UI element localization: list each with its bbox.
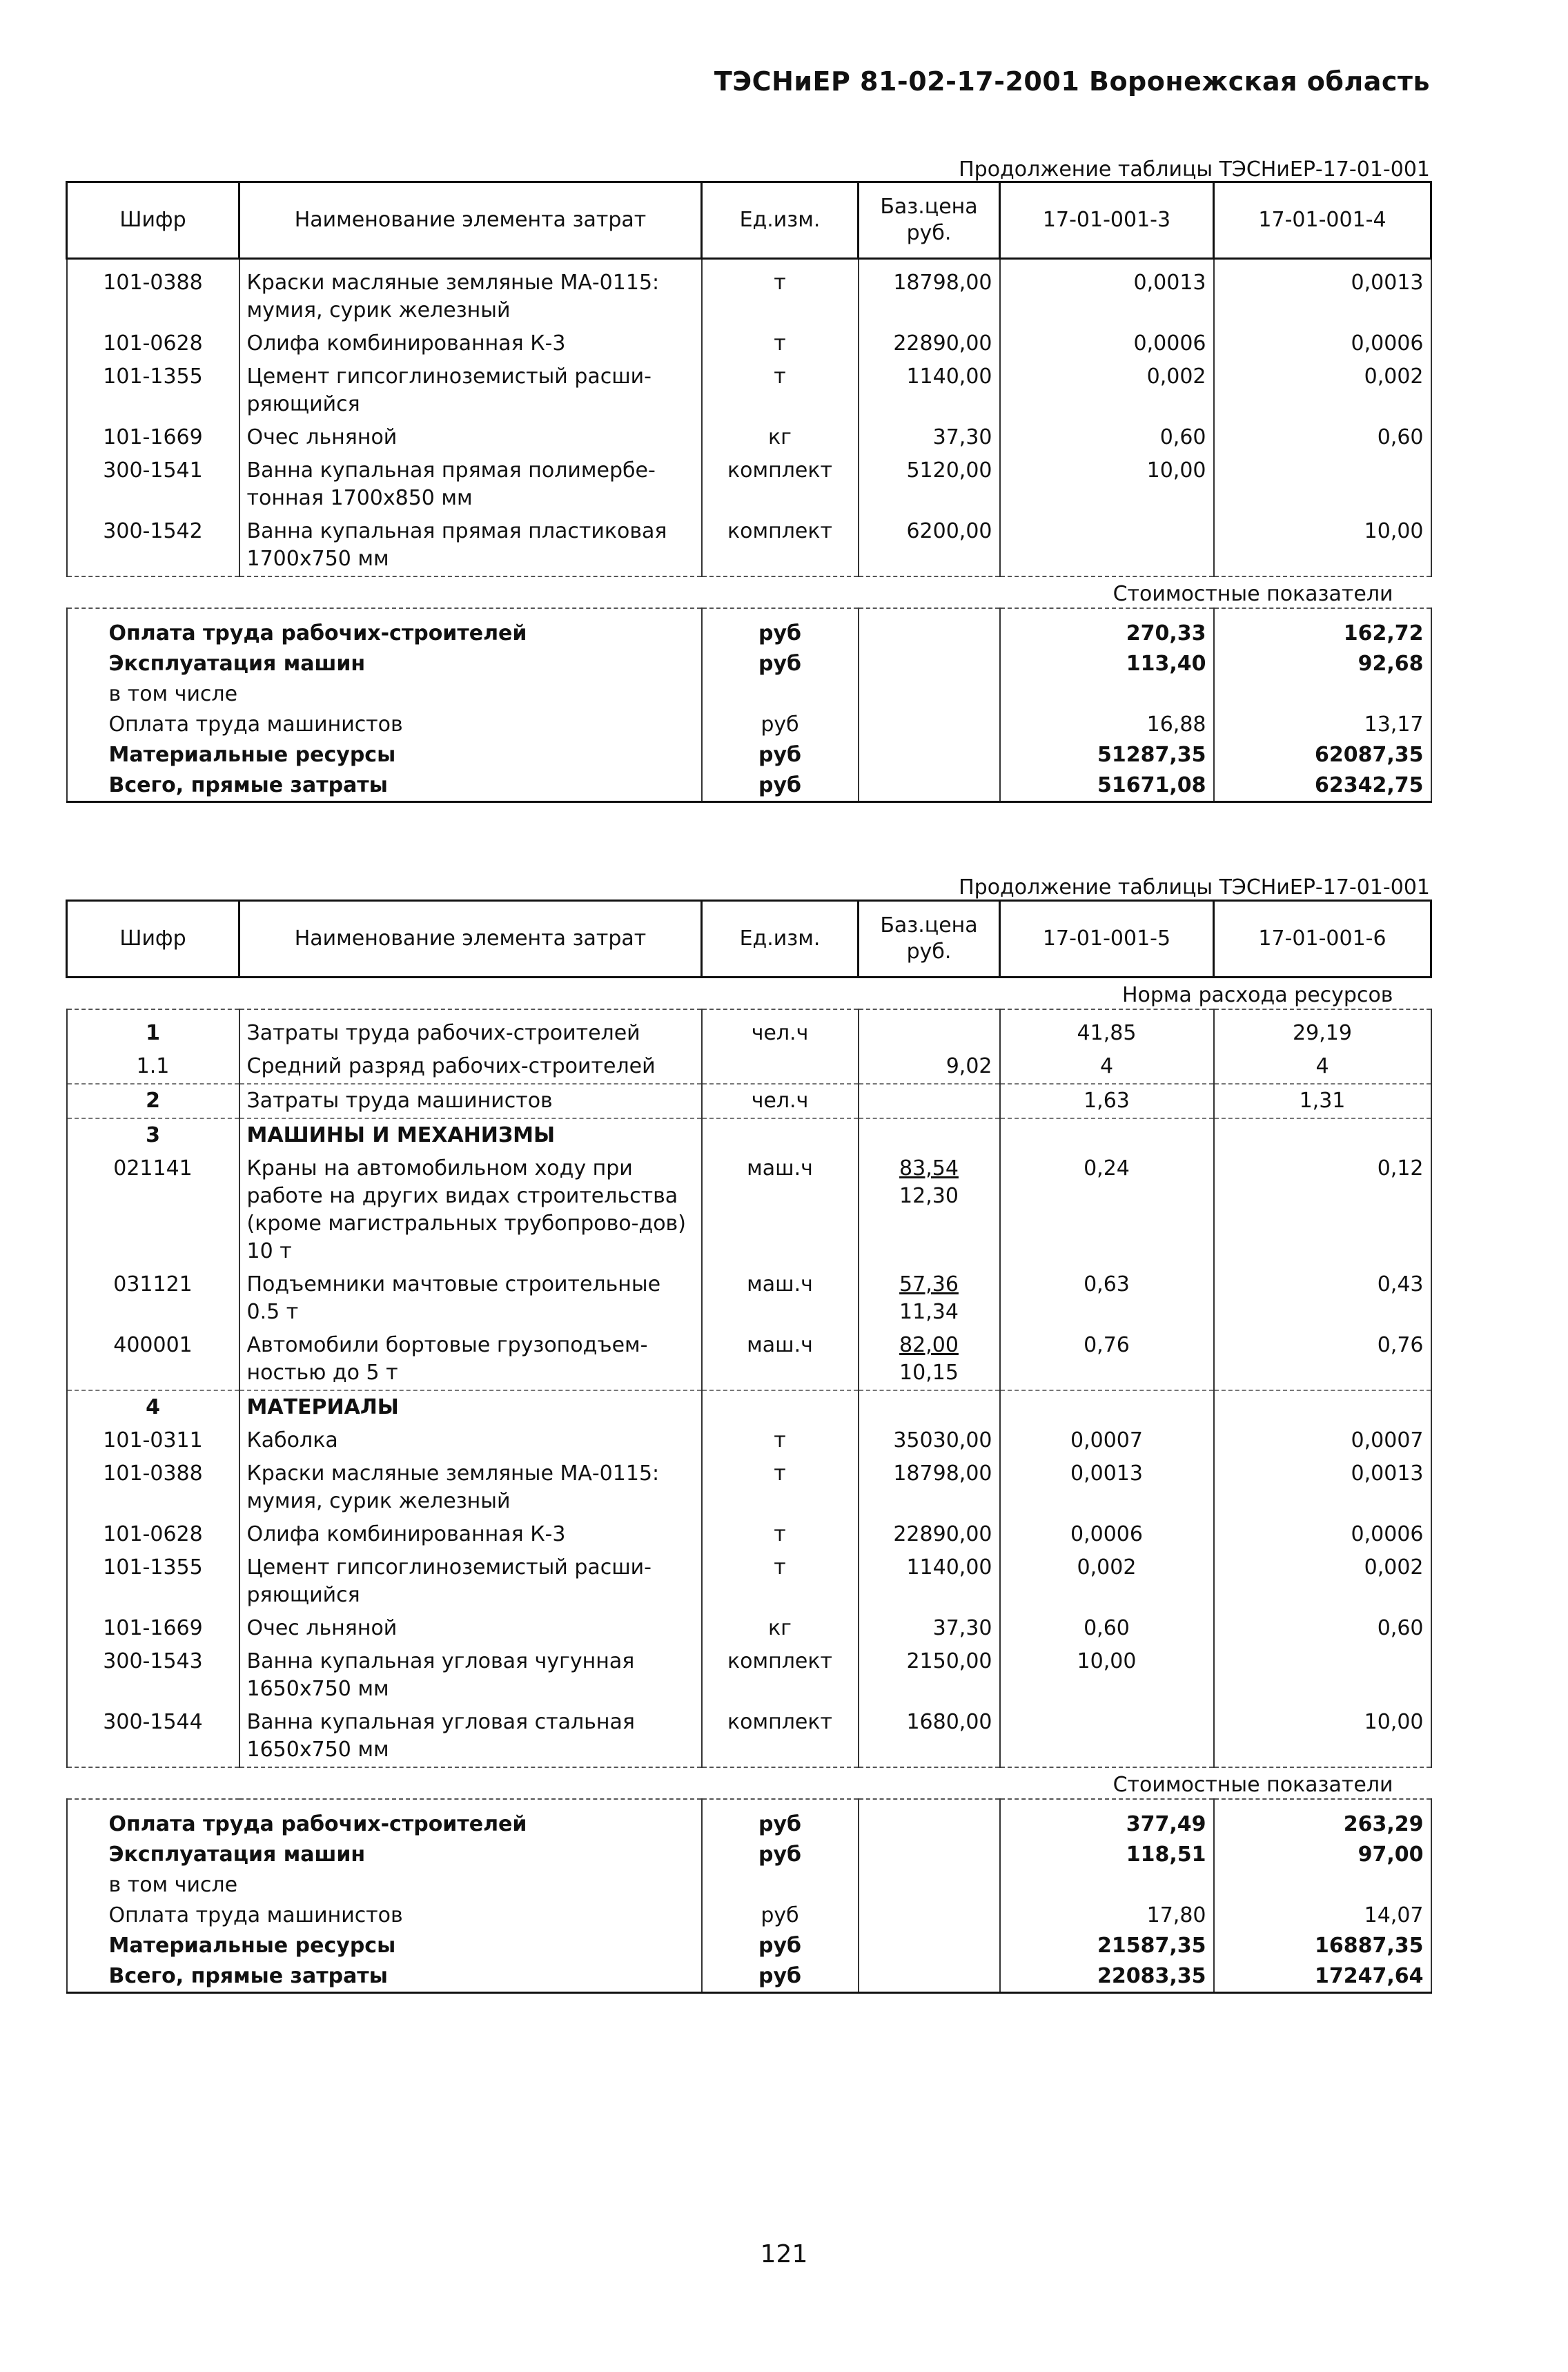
cost-row-operators: Оплата труда машинистов руб 17,80 14,07	[67, 1900, 1431, 1931]
table-row: 101-0628 Олифа комбинированная К-3 т 22890,00 0,0006 0,0006	[67, 1518, 1431, 1551]
col-unit-header: Ед.изм.	[702, 182, 859, 259]
col-price-header: Баз.цена руб.	[859, 901, 1000, 978]
table-row: 101-1669 Очес льняной кг 37,30 0,60 0,60	[67, 1612, 1431, 1645]
table-row: 031121 Подъемники мачтовые строительные 0.5 т маш.ч 57,36 11,34 0,63 0,43	[67, 1268, 1431, 1329]
col-code-header: Шифр	[67, 182, 239, 259]
table-row: 300-1544 Ванна купальная угловая стальная 1650х750 мм комплект 1680,00 10,00	[67, 1706, 1431, 1767]
table1-continuation: Продолжение таблицы ТЭСНиЕР-17-01-001	[959, 157, 1430, 182]
section-row-machines: 3 МАШИНЫ И МЕХАНИЗМЫ	[67, 1118, 1431, 1152]
table-row: 101-0311 Каболка т 35030,00 0,0007 0,0007	[67, 1424, 1431, 1457]
cost-row-materials: Материальные ресурсы руб 51287,35 62087,35	[67, 740, 1431, 770]
cost-row-machines: Эксплуатация машин руб 118,51 97,00	[67, 1840, 1431, 1870]
table-row: 1 Затраты труда рабочих-строителей чел.ч 41,85 29,19	[67, 1009, 1431, 1050]
section-row-materials: 4 МАТЕРИАЛЫ	[67, 1390, 1431, 1424]
norm-section-header: Норма расхода ресурсов	[67, 978, 1431, 1010]
cost-row-including: в том числе	[67, 679, 1431, 710]
table-row: 101-1355 Цемент гипсоглиноземистый расши-ряющийся т 1140,00 0,002 0,002	[67, 360, 1431, 421]
table2-continuation: Продолжение таблицы ТЭСНиЕР-17-01-001	[959, 875, 1430, 900]
cost-section-header: Стоимостные показатели	[67, 1767, 1431, 1799]
cost-row-total: Всего, прямые затраты руб 22083,35 17247,64	[67, 1961, 1431, 1993]
table-row: 2 Затраты труда машинистов чел.ч 1,63 1,31	[67, 1084, 1431, 1118]
table-row: 300-1541 Ванна купальная прямая полимербе-тонная 1700х850 мм комплект 5120,00 10,00	[67, 454, 1431, 515]
col-a-header: 17-01-001-3	[1000, 182, 1214, 259]
cost-row-materials: Материальные ресурсы руб 21587,35 16887,35	[67, 1931, 1431, 1961]
table-row: 101-1355 Цемент гипсоглиноземистый расши-ряющийся т 1140,00 0,002 0,002	[67, 1551, 1431, 1612]
table1	[66, 181, 1430, 803]
document-title: ТЭСНиЕР 81-02-17-2001 Воронежская область	[714, 66, 1430, 97]
table-row: 101-0628 Олифа комбинированная К-3 т 22890,00 0,0006 0,0006	[67, 327, 1431, 360]
col-price-header: Баз.цена руб.	[859, 182, 1000, 259]
col-b-header: 17-01-001-6	[1214, 901, 1431, 978]
cost-row-including: в том числе	[67, 1870, 1431, 1900]
col-code-header: Шифр	[67, 901, 239, 978]
cost-row-total: Всего, прямые затраты руб 51671,08 62342,75	[67, 770, 1431, 802]
col-b-header: 17-01-001-4	[1214, 182, 1431, 259]
cost-section-header: Стоимостные показатели	[67, 576, 1431, 608]
table-row: 1.1 Средний разряд рабочих-строителей 9,02 4 4	[67, 1050, 1431, 1084]
table-row: 101-1669 Очес льняной кг 37,30 0,60 0,60	[67, 421, 1431, 454]
cost-row-labor: Оплата труда рабочих-строителей руб 377,49 263,29	[67, 1799, 1431, 1840]
cost-row-machines: Эксплуатация машин руб 113,40 92,68	[67, 649, 1431, 679]
table-row: 021141 Краны на автомобильном ходу при работе на других видах строительства (кроме магистральных трубопрово-дов) 10 т маш.ч 83,54 12,30 0,24 0,12	[67, 1152, 1431, 1268]
page-number: 121	[760, 2240, 808, 2268]
table-row: 300-1543 Ванна купальная угловая чугунная 1650х750 мм комплект 2150,00 10,00	[67, 1645, 1431, 1706]
col-unit-header: Ед.изм.	[702, 901, 859, 978]
table2-header-row	[67, 901, 1431, 978]
table2	[66, 900, 1430, 1994]
col-name-header: Наименование элемента затрат	[239, 901, 702, 978]
table-row: 101-0388 Краски масляные земляные МА-0115: мумия, сурик железный т 18798,00 0,0013 0,0013	[67, 1457, 1431, 1518]
col-name-header: Наименование элемента затрат	[239, 182, 702, 259]
cost-row-labor: Оплата труда рабочих-строителей руб 270,33 162,72	[67, 608, 1431, 649]
table-row: 101-0388 Краски масляные земляные МА-0115: мумия, сурик железный т 18798,00 0,0013 0,0013	[67, 259, 1431, 328]
table-row: 300-1542 Ванна купальная прямая пластиковая 1700х750 мм комплект 6200,00 10,00	[67, 515, 1431, 576]
cost-row-operators: Оплата труда машинистов руб 16,88 13,17	[67, 710, 1431, 740]
col-a-header: 17-01-001-5	[1000, 901, 1214, 978]
table1-header-row	[67, 182, 1431, 259]
table-row: 400001 Автомобили бортовые грузоподъем-ностью до 5 т маш.ч 82,00 10,15 0,76 0,76	[67, 1329, 1431, 1390]
